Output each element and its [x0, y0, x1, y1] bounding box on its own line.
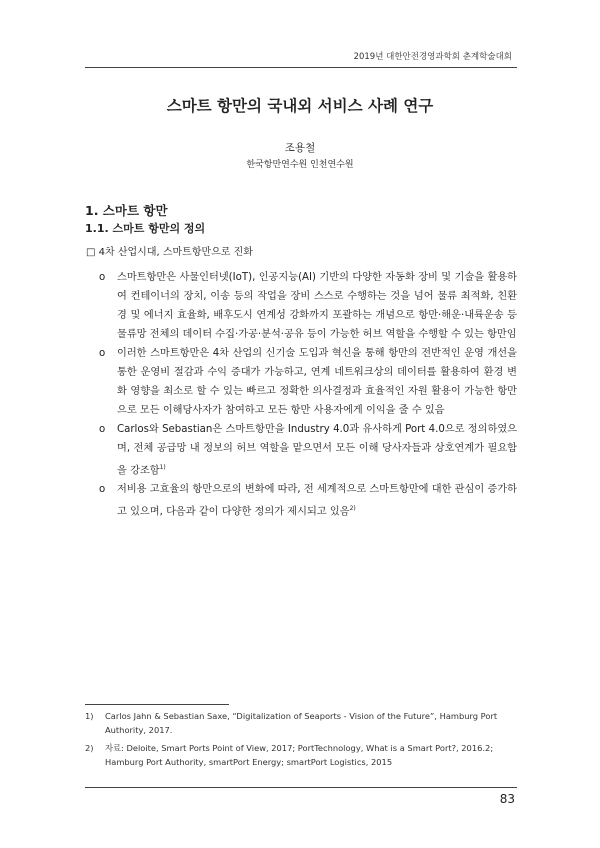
footnote-text: 자료: Deloite, Smart Ports Point of View, 2017; PortTechnology, What is a Smart Port?, 2016.2; Hamburg Port Authority, smartPort Energy; smartPort Logistics, 2015	[105, 743, 494, 767]
box-marker: □	[86, 247, 96, 258]
footnote-ref[interactable]: 1)	[159, 464, 166, 471]
box-item-text: 4차 산업시대, 스마트항만으로 진화	[98, 247, 253, 258]
box-item	[86, 243, 253, 258]
page-number: 83	[499, 792, 515, 806]
footnotes	[85, 710, 517, 774]
author-name: 조용철	[284, 142, 316, 154]
section-heading: 1. 스마트 항만	[85, 203, 168, 218]
paper-title: 스마트 항만의 국내외 서비스 사례 연구	[166, 97, 434, 115]
bullet-item	[95, 420, 517, 480]
header-rule	[85, 67, 517, 68]
bullet-item	[95, 268, 517, 344]
bullet-marker: o	[99, 272, 106, 283]
author-affiliation: 한국항만연수원 인천연수원	[246, 160, 354, 170]
footnote-number: 1)	[85, 711, 94, 721]
bullet-item	[95, 480, 517, 521]
bullet-marker: o	[99, 484, 106, 496]
bullet-marker: o	[99, 424, 106, 435]
footnote	[85, 742, 517, 769]
footnote-text: Carlos Jahn & Sebastian Saxe, “Digitalization of Seaports - Vision of the Future”, Hamburg Port Authority, 2017.	[105, 711, 498, 735]
footnote-number: 2)	[85, 743, 94, 753]
bullet-text: 저비용 고효율의 항만으로의 변화에 따라, 전 세계적으로 스마트항만에 대한 관심이 증가하고 있으며, 다음과 같이 다양한 정의가 제시되고 있음	[117, 484, 517, 518]
footnote-rule	[85, 704, 229, 705]
bullet-text: 스마트항만은 사물인터넷(IoT), 인공지능(AI) 기반의 다양한 자동화 장비 및 기술을 활용하여 컨테이너의 장치, 이송 등의 작업을 장비 스스로 수행하는 것을 넘어 물류 최적화, 친환경 및 에너지 효율화, 배후도시 연계성 강화까지 포괄하는 개념으로 항만·해운·내륙운송 등 물류망 전체의 데이터 수집·가공·분석·공유 등이 가능한 허브 역할을 수행할 수 있는 항만임	[117, 272, 517, 340]
bullet-list	[95, 268, 517, 522]
bullet-text: Carlos와 Sebastian은 스마트항만을 Industry 4.0과 유사하게 Port 4.0으로 정의하였으며, 전체 공급망 내 정보의 허브 역할을 맡으면서 모든 이해 당사자들과 상호연계가 필요함을 강조함	[117, 424, 517, 477]
footnote-ref[interactable]: 2)	[349, 505, 356, 513]
subsection-heading: 1.1. 스마트 항만의 정의	[85, 222, 206, 235]
footer-rule	[85, 787, 517, 788]
bullet-marker: o	[99, 348, 106, 359]
footnote	[85, 710, 517, 737]
bullet-item	[95, 344, 517, 420]
bullet-text: 이러한 스마트항만은 4차 산업의 신기술 도입과 혁신을 통해 항만의 전반적인 운영 개선을 통한 운영비 절감과 수익 증대가 가능하고, 연계 네트워크상의 데이터를 활용하여 환경 변화 영향을 최소로 할 수 있는 빠르고 정확한 의사결정과 효율적인 자원 활용이 가능한 항만으로 모든 이해당사자가 참여하고 모든 항만 사용자에게 이익을 줄 수 있음	[117, 348, 517, 416]
conference-header: 2019년 대한안전경영과학회 춘계학술대회	[353, 52, 512, 62]
